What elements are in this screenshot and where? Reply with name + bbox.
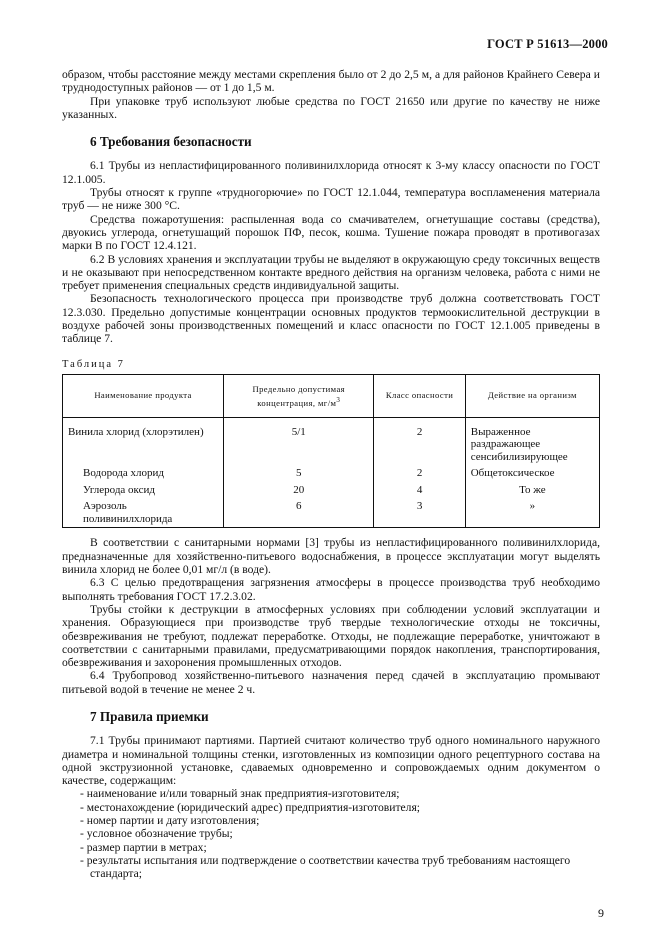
cell-product: Винила хлорид (хлорэтилен)	[63, 417, 224, 465]
header-product: Наименование продукта	[63, 374, 224, 417]
paragraph-6-2: 6.2 В условиях хранения и эксплуатации трубы не выделяют в окружающую среду токсичных веществ и не оказывают при непосредственном контакте вредного действия на организм человека, работа с ними не требует применения специальных средств индивидуальной защиты.	[62, 252, 600, 293]
cell-product: Аэрозоль поливинилхлорида	[63, 498, 224, 528]
table-header-row	[63, 374, 600, 417]
cell-product: Водорода хлорид	[63, 465, 224, 482]
table-7	[62, 374, 600, 529]
header-hazard-class: Класс опасности	[374, 374, 465, 417]
paragraph-sanitary-norms: В соответствии с санитарными нормами [3] трубы из непластифицированного поливинилхлорида, предназначенные для хозяйственно-питьевого водоснабжения, в процессе эксплуатации могут выделять винила хлорид не более 0,01 мг/л (в воде).	[62, 536, 600, 577]
cell-pdk: 5/1	[224, 417, 374, 465]
paragraph-waste: Трубы стойки к деструкции в атмосферных условиях при соблюдении условий эксплуатации и хранения. Образующиеся при производстве труб твердые технологические отходы не токсичны, обезвреживания не требуют, подлежат переработке. Отходы, не подлежащие переработке, уничтожают в соответствии с санитарными правилами, предусматривающими порядок накопления, транспортирования, обезвреживания и захоронения промышленных отходов.	[62, 602, 600, 670]
list-item: - результаты испытания или подтверждение о соответствии качества труб требованиям настоящего стандарта;	[80, 853, 571, 881]
header-pdk	[224, 374, 374, 417]
cell-hazard-class: 2	[374, 465, 465, 482]
cell-effect: Выраженное раздражающее сенсибилизирующее	[465, 417, 599, 465]
table-row	[63, 482, 600, 499]
list-item: - наименование и/или товарный знак предприятия-изготовителя;	[80, 787, 400, 801]
section-6-title: 6 Требования безопасности	[90, 134, 252, 150]
paragraph-6-1: 6.1 Трубы из непластифицированного поливинилхлорида относят к 3-му классу опасности по ГОСТ 12.1.005.	[62, 159, 600, 186]
list-item: - размер партии в метрах;	[80, 840, 207, 854]
header-pdk-text: Предельно допустимая концентрация, мг/м	[252, 383, 346, 408]
cell-hazard-class: 4	[374, 482, 465, 499]
cell-effect: »	[465, 498, 599, 528]
header-pdk-sup: 3	[336, 395, 341, 404]
intro-paragraph-2: При упаковке труб используют любые средства по ГОСТ 21650 или другие по качеству не ниже указанных.	[62, 94, 600, 121]
section-7-title: 7 Правила приемки	[90, 709, 209, 724]
list-item: - номер партии и дату изготовления;	[80, 814, 260, 828]
paragraph-6-3: 6.3 С целью предотвращения загрязнения атмосферы в процессе производства труб необходимо выполнять требования ГОСТ 17.2.3.02.	[62, 576, 600, 603]
list-item: - местонахождение (юридический адрес) предприятия-изготовителя;	[80, 800, 420, 814]
paragraph-6-4: 6.4 Трубопровод хозяйственно-питьевого назначения перед сдачей в эксплуатацию промывают питьевой водой в течение не менее 2 ч.	[62, 669, 600, 696]
cell-hazard-class: 3	[374, 498, 465, 528]
page-number: 9	[598, 906, 604, 920]
cell-pdk: 20	[224, 482, 374, 499]
paragraph-fire-extinguishing: Средства пожаротушения: распыленная вода со смачивателем, огнетушащие составы (средства), двуокись углерода, огнетушащий порошок ПФ, песок, кошма. Тушение пожара проводят в противогазах марки В по ГОСТ 12.4.121.	[62, 212, 600, 253]
cell-effect: То же	[465, 482, 599, 499]
cell-pdk: 5	[224, 465, 374, 482]
list-item: - условное обозначение трубы;	[80, 827, 233, 841]
cell-product: Углерода оксид	[63, 482, 224, 499]
paragraph-7-1: 7.1 Трубы принимают партиями. Партией считают количество труб одного номинального наружного диаметра и номинальной толщины стенки, изготовленных из композиции одного рецептурного состава на одной экструзионной установке, сдаваемых одновременно и сопровождаемых одним документом о качестве, содержащим:	[62, 734, 600, 788]
cell-hazard-class: 2	[374, 417, 465, 465]
table-caption: Таблица 7	[62, 358, 125, 370]
cell-pdk: 6	[224, 498, 374, 528]
paragraph-process-safety: Безопасность технологического процесса при производстве труб должна соответствовать ГОСТ 12.3.030. Предельно допустимые концентрации основных продуктов термоокислительной деструкции в воздухе рабочей зоны производственных помещений и класс опасности по ГОСТ 12.1.005 приведены в таблице 7.	[62, 292, 600, 346]
intro-paragraph-1: образом, чтобы расстояние между местами скрепления было от 2 до 2,5 м, а для районов Крайнего Севера и труднодоступных районов — от 1 до 1,5 м.	[62, 68, 600, 95]
header-effect: Действие на организм	[465, 374, 599, 417]
table-row	[63, 498, 600, 528]
paragraph-flammability: Трубы относят к группе «трудногорючие» по ГОСТ 12.1.044, температура воспламенения материала труб — не ниже 300 °С.	[62, 186, 600, 213]
table-row	[63, 417, 600, 465]
table-row	[63, 465, 600, 482]
cell-effect: Общетоксическое	[465, 465, 599, 482]
page-body	[62, 68, 600, 881]
standard-header: ГОСТ Р 51613—2000	[487, 37, 608, 51]
